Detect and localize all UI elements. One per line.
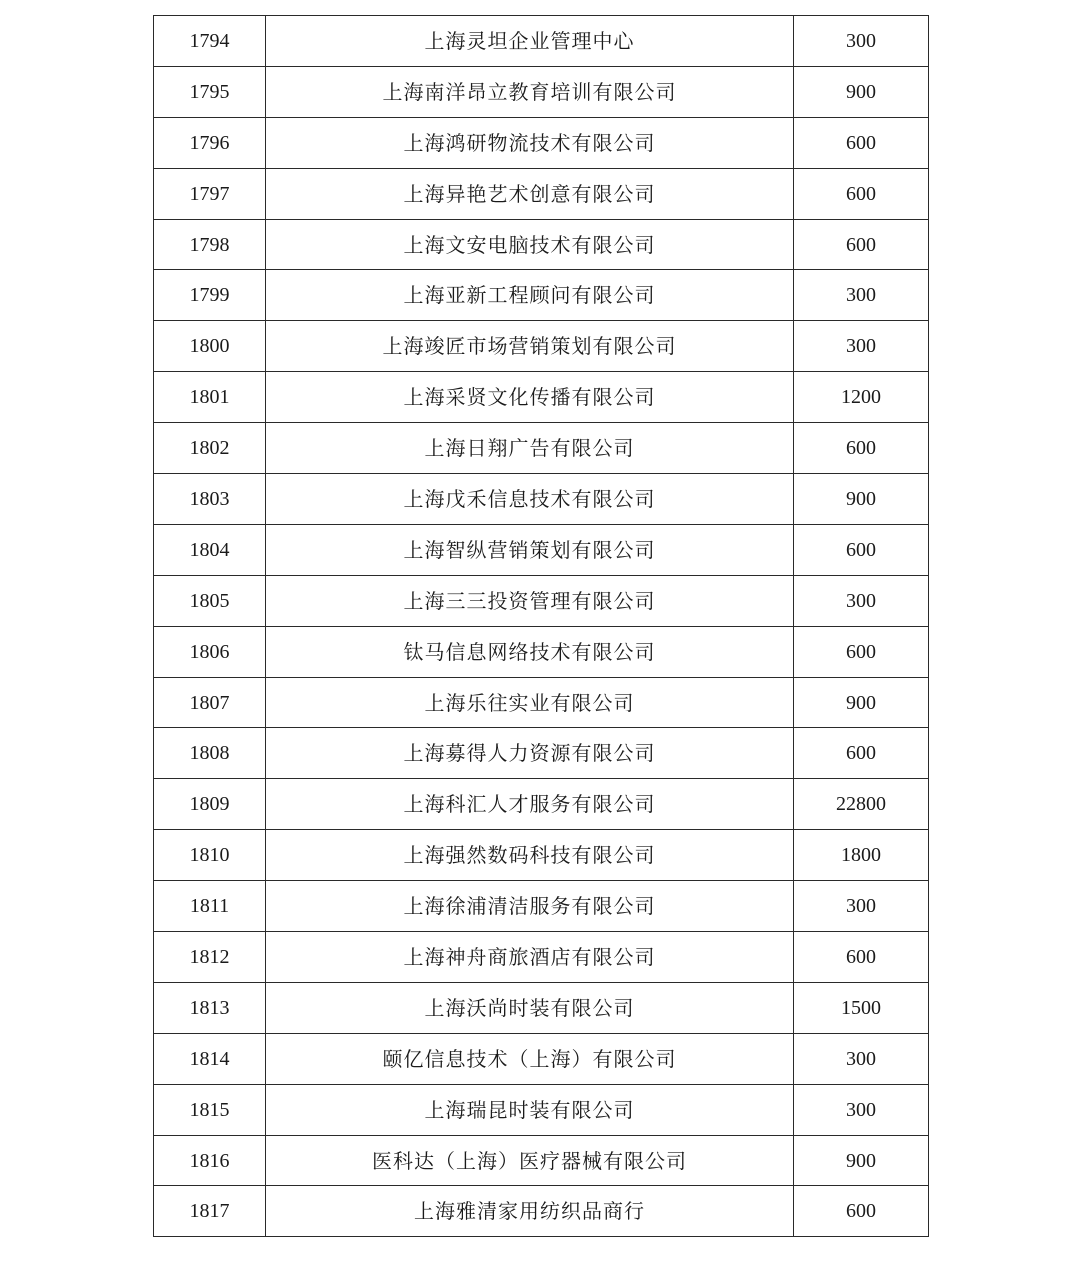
- amount-cell: 600: [794, 524, 929, 575]
- amount-cell: 1200: [794, 372, 929, 423]
- table-row: [154, 779, 929, 830]
- company-name-cell: 上海乐往实业有限公司: [266, 677, 794, 728]
- amount-cell: 600: [794, 168, 929, 219]
- amount-cell: 300: [794, 321, 929, 372]
- table-row: [154, 321, 929, 372]
- amount-cell: 300: [794, 881, 929, 932]
- amount-cell: 600: [794, 219, 929, 270]
- table-row: [154, 881, 929, 932]
- company-name-cell: 上海戊禾信息技术有限公司: [266, 474, 794, 525]
- amount-cell: 300: [794, 575, 929, 626]
- company-name-cell: 钛马信息网络技术有限公司: [266, 626, 794, 677]
- amount-cell: 600: [794, 423, 929, 474]
- company-name-cell: 颐亿信息技术（上海）有限公司: [266, 1033, 794, 1084]
- table-row: [154, 270, 929, 321]
- amount-cell: 300: [794, 16, 929, 67]
- table-row: [154, 728, 929, 779]
- company-name-cell: 上海募得人力资源有限公司: [266, 728, 794, 779]
- row-number-cell: 1801: [154, 372, 266, 423]
- amount-cell: 300: [794, 1084, 929, 1135]
- company-name-cell: 上海瑞昆时装有限公司: [266, 1084, 794, 1135]
- table-row: [154, 66, 929, 117]
- table-row: [154, 168, 929, 219]
- amount-cell: 900: [794, 1135, 929, 1186]
- table-row: [154, 575, 929, 626]
- table-row: [154, 16, 929, 67]
- amount-cell: 300: [794, 270, 929, 321]
- company-name-cell: 上海南洋昂立教育培训有限公司: [266, 66, 794, 117]
- company-name-cell: 上海三三投资管理有限公司: [266, 575, 794, 626]
- row-number-cell: 1796: [154, 117, 266, 168]
- amount-cell: 1500: [794, 982, 929, 1033]
- table-row: [154, 1033, 929, 1084]
- row-number-cell: 1807: [154, 677, 266, 728]
- row-number-cell: 1803: [154, 474, 266, 525]
- row-number-cell: 1816: [154, 1135, 266, 1186]
- company-name-cell: 医科达（上海）医疗器械有限公司: [266, 1135, 794, 1186]
- amount-cell: 900: [794, 66, 929, 117]
- amount-cell: 900: [794, 474, 929, 525]
- company-name-cell: 上海沃尚时装有限公司: [266, 982, 794, 1033]
- row-number-cell: 1806: [154, 626, 266, 677]
- amount-cell: 900: [794, 677, 929, 728]
- company-name-cell: 上海日翔广告有限公司: [266, 423, 794, 474]
- amount-cell: 600: [794, 1186, 929, 1237]
- company-name-cell: 上海异艳艺术创意有限公司: [266, 168, 794, 219]
- row-number-cell: 1805: [154, 575, 266, 626]
- company-name-cell: 上海亚新工程顾问有限公司: [266, 270, 794, 321]
- company-name-cell: 上海科汇人才服务有限公司: [266, 779, 794, 830]
- row-number-cell: 1811: [154, 881, 266, 932]
- row-number-cell: 1812: [154, 932, 266, 983]
- company-name-cell: 上海竣匠市场营销策划有限公司: [266, 321, 794, 372]
- row-number-cell: 1797: [154, 168, 266, 219]
- table-row: [154, 372, 929, 423]
- company-table: [153, 15, 929, 1237]
- row-number-cell: 1798: [154, 219, 266, 270]
- table-row: [154, 1135, 929, 1186]
- company-name-cell: 上海神舟商旅酒店有限公司: [266, 932, 794, 983]
- company-name-cell: 上海徐浦清洁服务有限公司: [266, 881, 794, 932]
- row-number-cell: 1810: [154, 830, 266, 881]
- table-row: [154, 626, 929, 677]
- table-row: [154, 117, 929, 168]
- table-row: [154, 474, 929, 525]
- table-row: [154, 1084, 929, 1135]
- row-number-cell: 1795: [154, 66, 266, 117]
- company-name-cell: 上海采贤文化传播有限公司: [266, 372, 794, 423]
- amount-cell: 600: [794, 626, 929, 677]
- table-row: [154, 830, 929, 881]
- table-row: [154, 932, 929, 983]
- table-row: [154, 423, 929, 474]
- row-number-cell: 1814: [154, 1033, 266, 1084]
- amount-cell: 22800: [794, 779, 929, 830]
- row-number-cell: 1804: [154, 524, 266, 575]
- company-name-cell: 上海雅清家用纺织品商行: [266, 1186, 794, 1237]
- table-body: [154, 16, 929, 1237]
- table-row: [154, 677, 929, 728]
- amount-cell: 300: [794, 1033, 929, 1084]
- row-number-cell: 1800: [154, 321, 266, 372]
- row-number-cell: 1809: [154, 779, 266, 830]
- amount-cell: 1800: [794, 830, 929, 881]
- row-number-cell: 1802: [154, 423, 266, 474]
- company-name-cell: 上海鸿研物流技术有限公司: [266, 117, 794, 168]
- company-name-cell: 上海灵坦企业管理中心: [266, 16, 794, 67]
- company-name-cell: 上海智纵营销策划有限公司: [266, 524, 794, 575]
- amount-cell: 600: [794, 932, 929, 983]
- amount-cell: 600: [794, 728, 929, 779]
- row-number-cell: 1808: [154, 728, 266, 779]
- table-row: [154, 1186, 929, 1237]
- row-number-cell: 1817: [154, 1186, 266, 1237]
- row-number-cell: 1799: [154, 270, 266, 321]
- table-row: [154, 524, 929, 575]
- company-name-cell: 上海文安电脑技术有限公司: [266, 219, 794, 270]
- company-name-cell: 上海强然数码科技有限公司: [266, 830, 794, 881]
- table-row: [154, 982, 929, 1033]
- row-number-cell: 1794: [154, 16, 266, 67]
- row-number-cell: 1815: [154, 1084, 266, 1135]
- amount-cell: 600: [794, 117, 929, 168]
- row-number-cell: 1813: [154, 982, 266, 1033]
- table-row: [154, 219, 929, 270]
